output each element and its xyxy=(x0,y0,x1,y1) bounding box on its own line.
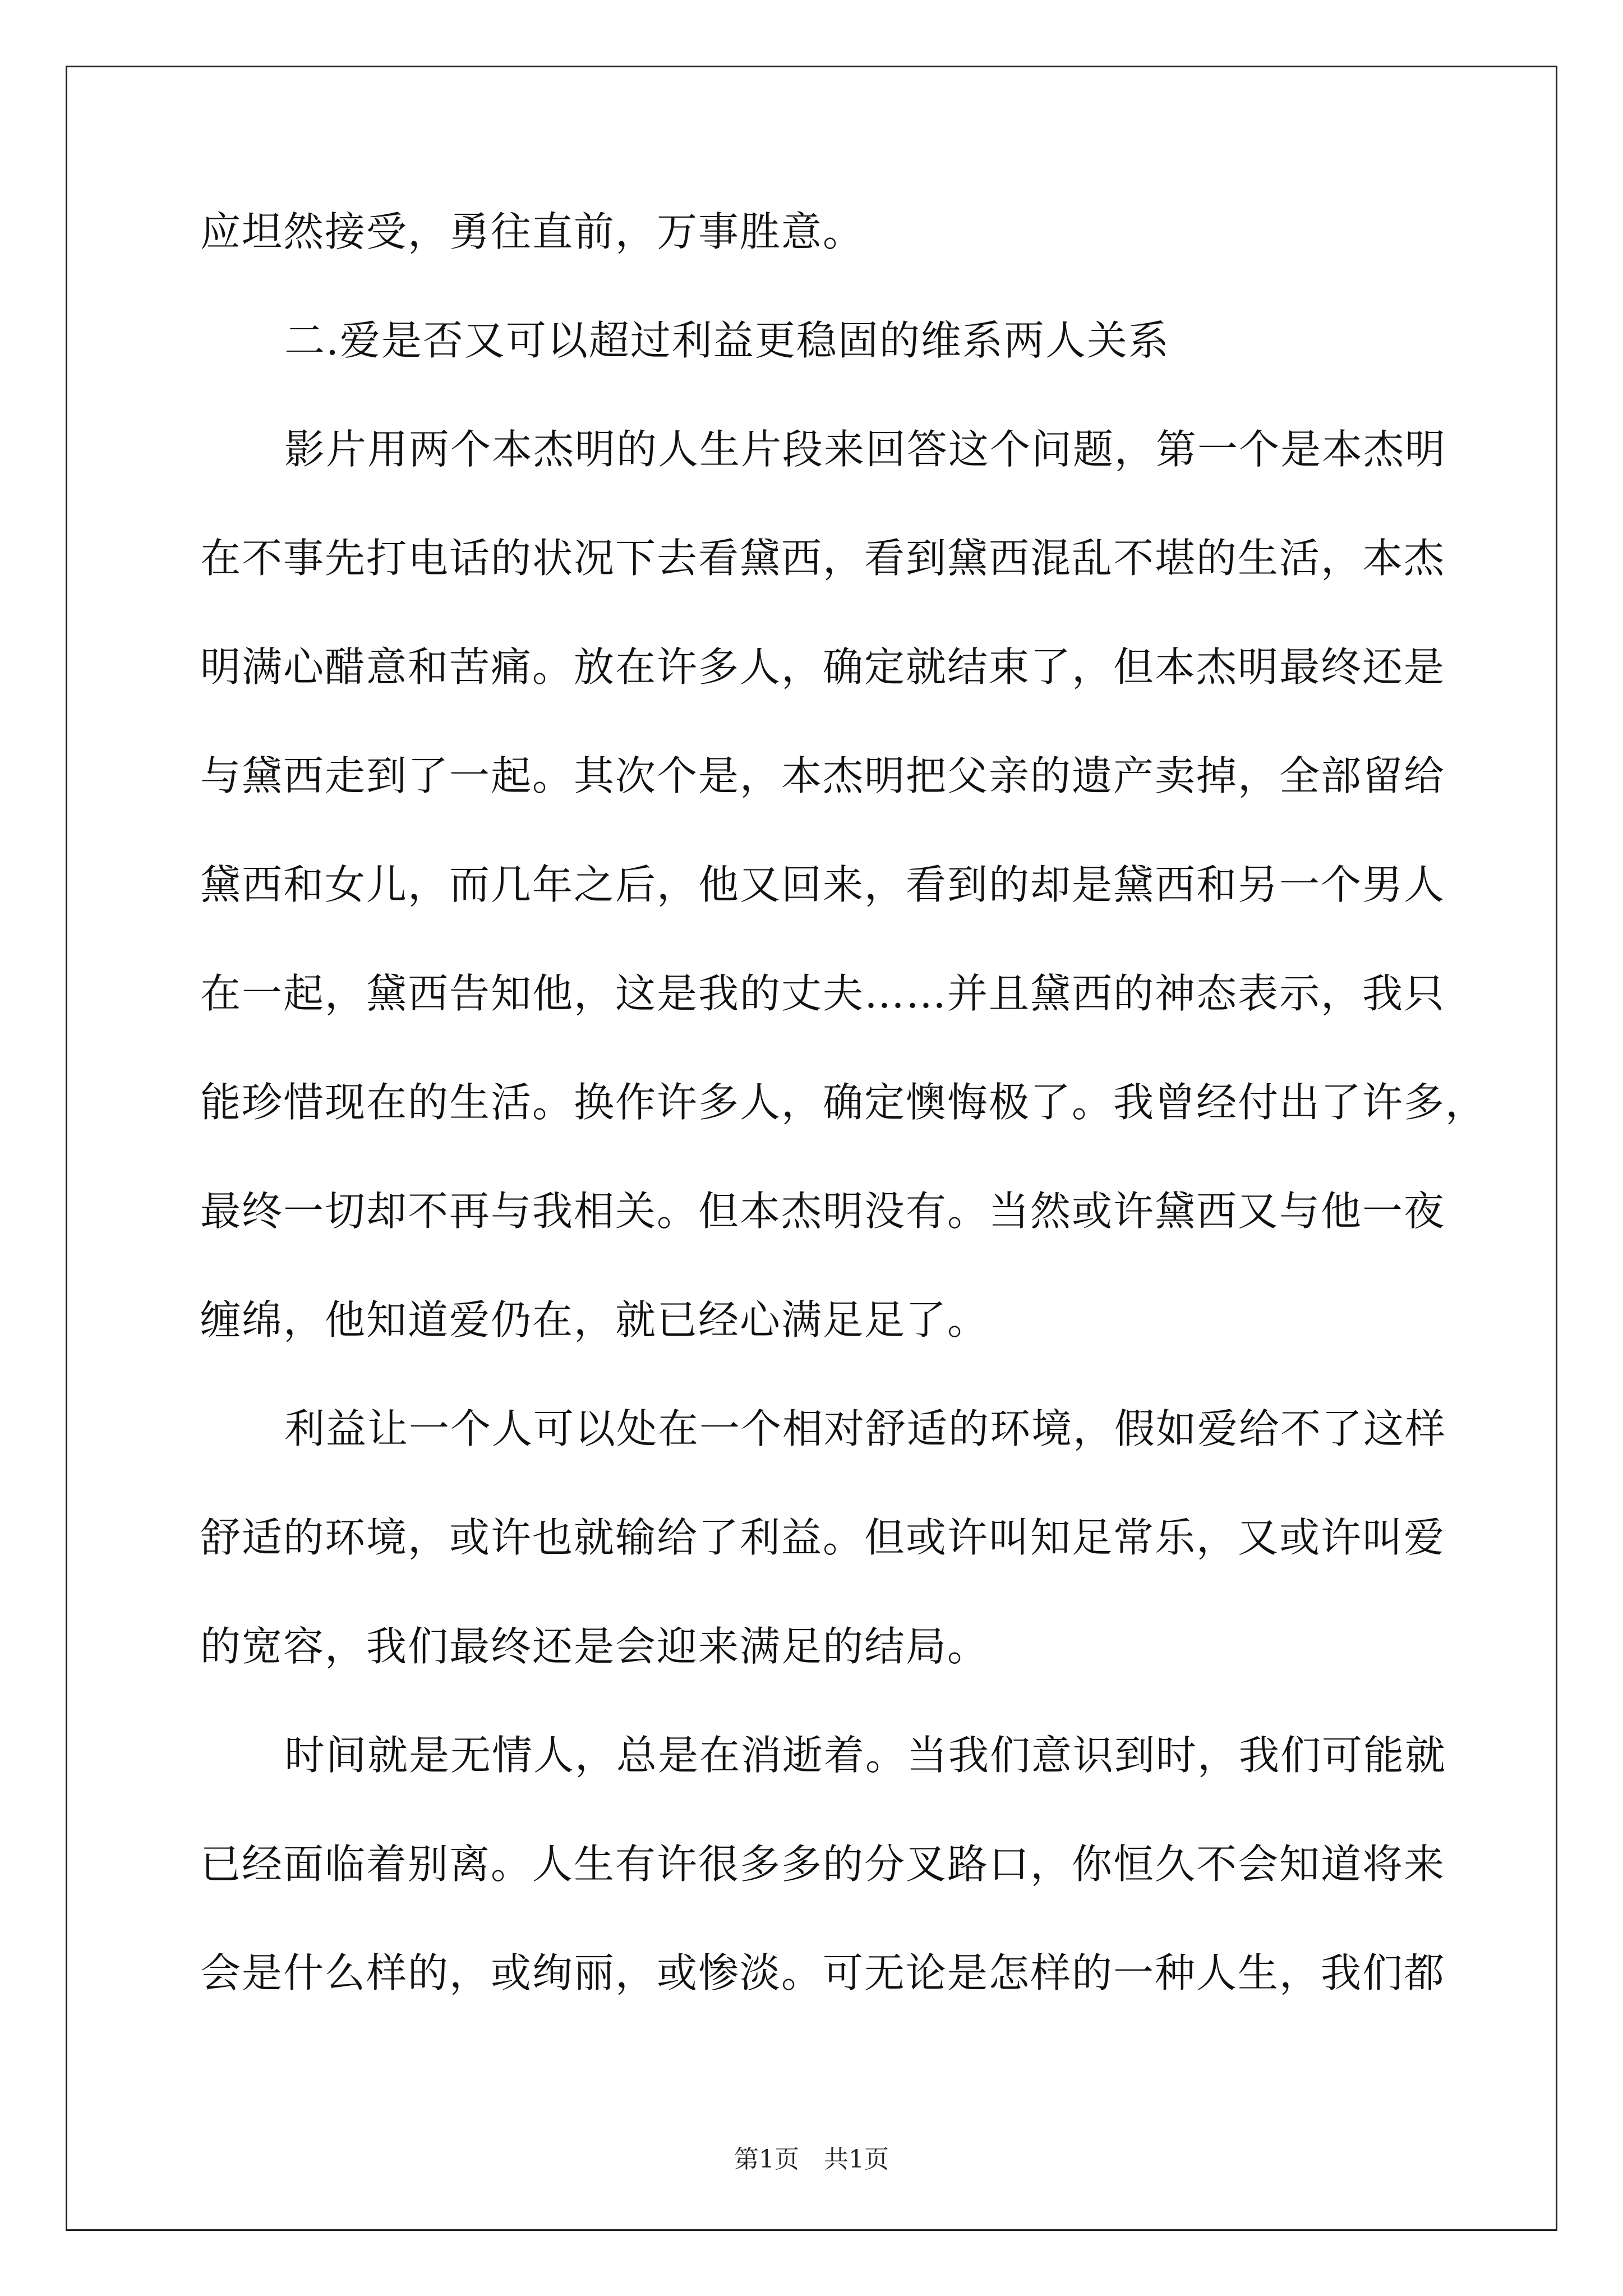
text-line: 明满心醋意和苦痛。放在许多人，确定就结束了，但本杰明最终还是 xyxy=(200,643,1446,691)
text-line: 在一起，黛西告知他，这是我的丈夫……并且黛西的神态表示，我只 xyxy=(200,970,1446,1017)
text-line: 最终一切却不再与我相关。但本杰明没有。当然或许黛西又与他一夜 xyxy=(200,1188,1446,1235)
text-line: 利益让一个人可以处在一个相对舒适的环境，假如爱给不了这样 xyxy=(284,1405,1447,1452)
text-line: 会是什么样的，或绚丽，或惨淡。可无论是怎样的一种人生，我们都 xyxy=(200,1949,1446,1996)
text-line: 的宽容，我们最终还是会迎来满足的结局。 xyxy=(200,1623,989,1670)
text-line: 应坦然接受，勇往直前，万事胜意。 xyxy=(200,208,865,255)
text-line: 在不事先打电话的状况下去看黛西，看到黛西混乱不堪的生活，本杰 xyxy=(200,535,1446,582)
text-line: 已经面临着别离。人生有许很多多的分叉路口，你恒久不会知道将来 xyxy=(200,1841,1446,1888)
text-line: 舒适的环境，或许也就输给了利益。但或许叫知足常乐，又或许叫爱 xyxy=(200,1514,1446,1561)
text-line: 缠绵，他知道爱仍在，就已经心满足足了。 xyxy=(200,1296,989,1343)
text-line: 影片用两个本杰明的人生片段来回答这个问题，第一个是本杰明 xyxy=(284,426,1447,473)
text-line: 时间就是无情人，总是在消逝着。当我们意识到时，我们可能就 xyxy=(284,1732,1447,1779)
text-line: 能珍惜现在的生活。换作许多人，确定懊悔极了。我曾经付出了许多， xyxy=(200,1079,1487,1126)
section-heading: 二.爱是否又可以超过利益更稳固的维系两人关系 xyxy=(284,317,1170,364)
page-footer: 第1页 共1页 xyxy=(734,2145,889,2174)
document-body xyxy=(200,205,1487,2055)
text-line: 黛西和女儿，而几年之后，他又回来，看到的却是黛西和另一个男人 xyxy=(200,861,1446,908)
text-line: 与黛西走到了一起。其次个是，本杰明把父亲的遗产卖掉，全部留给 xyxy=(200,752,1446,799)
